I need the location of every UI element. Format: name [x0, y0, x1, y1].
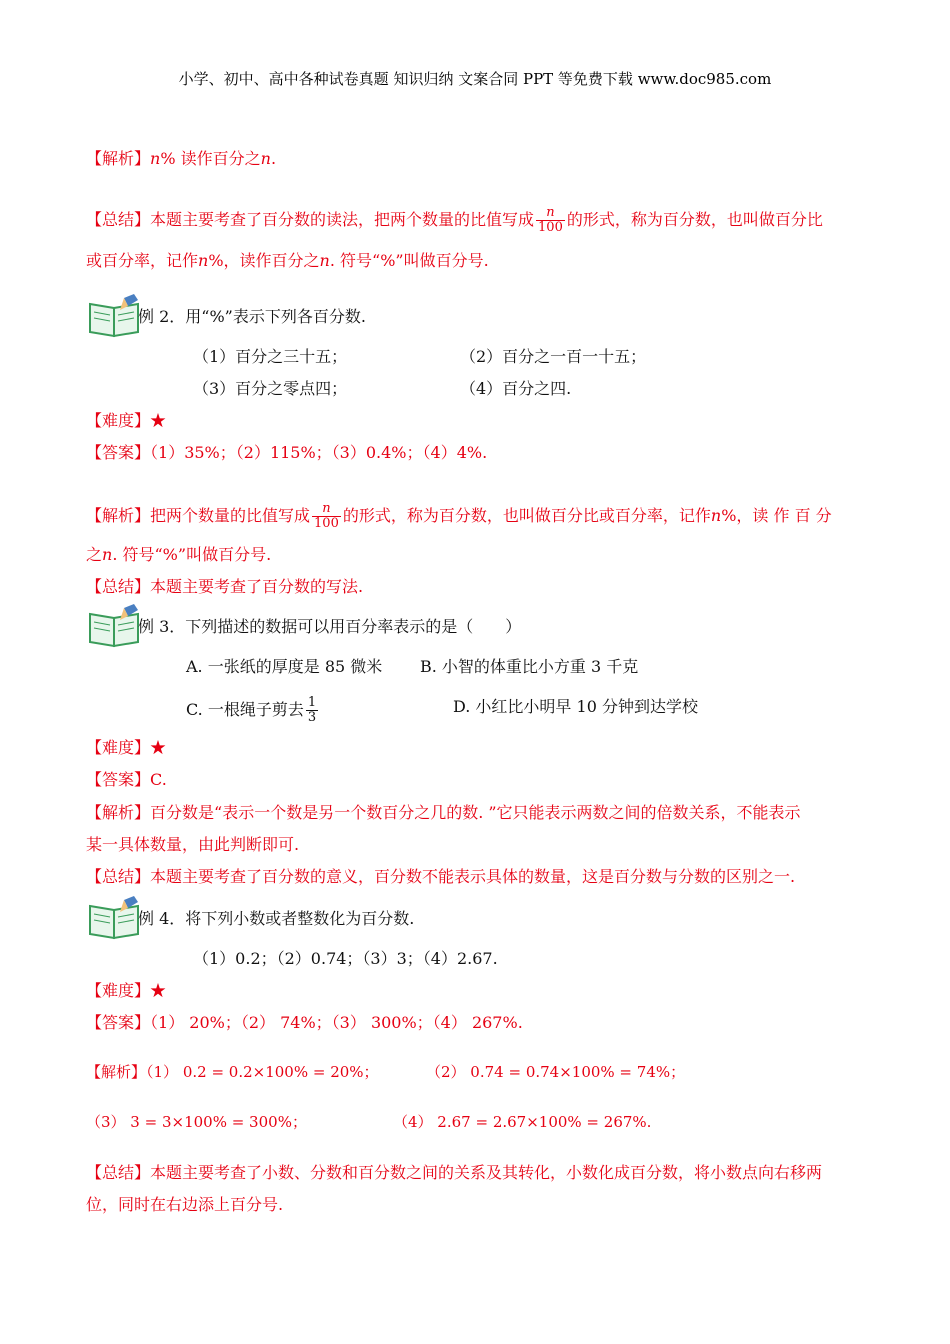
ex3-option-a: A. 一张纸的厚度是 85 微米	[186, 657, 383, 676]
ex4-nandu: 【难度】★	[86, 981, 167, 1000]
ex4-jiexi-1: 【解析】（1） 0.2 = 0.2×100% = 20%；	[86, 1063, 379, 1081]
ex2-nandu: 【难度】★	[86, 411, 167, 430]
ex3-zongjie: 【总结】本题主要考查了百分数的意义，百分数不能表示具体的数量，这是百分数与分数的区别之一.	[86, 867, 796, 886]
fraction-one-third: $\frac{1}{3}$	[307, 695, 317, 725]
ex4-zongjie-line1: 【总结】本题主要考查了小数、分数和百分数之间的关系及其转化，小数化成百分数，将小数点向右移两	[86, 1163, 823, 1182]
ex4-jiexi-3: （3） 3 = 3×100% = 300%；	[86, 1113, 307, 1131]
ex3-answer: 【答案】C.	[86, 770, 167, 789]
ex2-item-3: （3）百分之零点四；	[193, 379, 348, 398]
ex3-option-d: D. 小红比小明早 10 分钟到达学校	[453, 697, 698, 716]
ex3-option-b: B. 小智的体重比小方重 3 千克	[420, 657, 639, 676]
ex3-option-c: C. 一根绳子剪去 $\frac{1}{3}$	[186, 695, 317, 725]
star-icon: ★	[150, 411, 167, 430]
star-icon: ★	[150, 738, 167, 757]
ex2-answer: 【答案】（1）35%；（2）115%；（3）0.4%；（4）4%.	[86, 443, 488, 462]
book-pencil-icon	[88, 604, 142, 648]
page-header: 小学、初中、高中各种试卷真题 知识归纳 文案合同 PPT 等免费下载 www.doc985.com	[178, 70, 772, 88]
ex3-jiexi-line1: 【解析】百分数是“表示一个数是另一个数百分之几的数. ”它只能表示两数之间的倍数关系，不能表示	[86, 803, 801, 822]
ex2-item-1: （1）百分之三十五；	[193, 347, 348, 366]
ex3-nandu: 【难度】★	[86, 738, 167, 757]
star-icon: ★	[150, 981, 167, 1000]
ex4-jiexi-2: （2） 0.74 = 0.74×100% = 74%；	[426, 1063, 686, 1081]
ex4-answer: 【答案】（1） 20%；（2） 74%；（3） 300%；（4） 267%.	[86, 1013, 523, 1032]
ex2-item-2: （2）百分之一百一十五；	[460, 347, 647, 366]
ex1-zongjie-line1: 【总结】本题主要考查了百分数的读法，把两个数量的比值写成 $\frac{n}{100}$ 的形式，称为百分数，也叫做百分比	[86, 205, 823, 235]
fraction-n-over-100: $\frac{n}{100}$	[538, 205, 563, 235]
book-pencil-icon	[88, 294, 142, 338]
fraction-n-over-100-2: $\frac{n}{100}$	[314, 501, 339, 531]
ex4-jiexi-4: （4） 2.67 = 2.67×100% = 267%.	[393, 1113, 652, 1131]
ex2-jiexi-line1: 【解析】把两个数量的比值写成 $\frac{n}{100}$ 的形式，称为百分数，也叫做百分比或百分率，记作n%，读 作 百 分	[86, 501, 832, 531]
ex1-jiexi: 【解析】n% 读作百分之n.	[86, 149, 277, 168]
ex2-title: 例 2．用“%”表示下列各百分数.	[138, 307, 366, 326]
ex4-title: 例 4．将下列小数或者整数化为百分数.	[138, 909, 415, 928]
ex1-zongjie-line2: 或百分率，记作n%，读作百分之n. 符号“%”叫做百分号.	[86, 251, 489, 270]
ex4-zongjie-line2: 位，同时在右边添上百分号.	[86, 1195, 284, 1214]
ex2-item-4: （4）百分之四.	[460, 379, 572, 398]
ex4-items: （1）0.2；（2）0.74；（3）3；（4）2.67.	[193, 949, 498, 968]
ex3-title: 例 3．下列描述的数据可以用百分率表示的是（ ）	[138, 617, 522, 636]
ex3-jiexi-line2: 某一具体数量，由此判断即可.	[86, 835, 300, 854]
ex2-jiexi-line2: 之n. 符号“%”叫做百分号.	[86, 545, 272, 564]
ex2-zongjie: 【总结】本题主要考查了百分数的写法.	[86, 577, 364, 596]
book-pencil-icon	[88, 896, 142, 940]
